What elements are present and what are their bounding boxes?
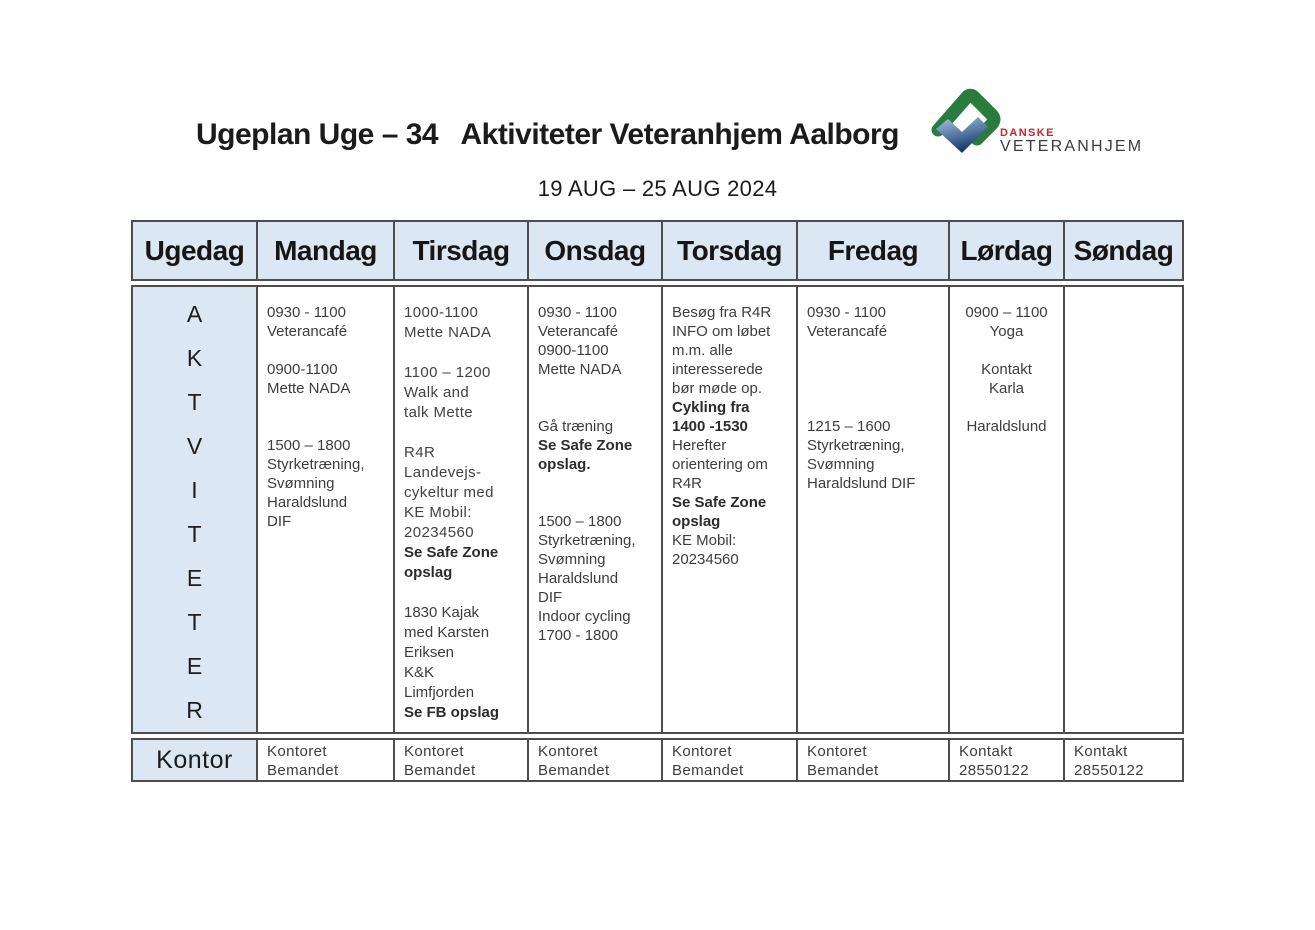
schedule-line: orientering om <box>672 456 768 473</box>
logo <box>928 86 1144 160</box>
kontor-cell-torsdag <box>661 738 796 782</box>
schedule-line: Kontoret <box>267 743 327 760</box>
blank-line <box>807 398 942 417</box>
logo-text-veteranhjem: VETERANHJEM <box>1000 138 1144 156</box>
logo-text <box>1000 128 1143 156</box>
schedule-line: 0900-1100 <box>538 342 609 359</box>
schedule-line: Svømning <box>807 456 875 473</box>
day-header-lordag: Lørdag <box>948 220 1063 281</box>
schedule-line: Mette NADA <box>267 380 351 397</box>
schedule-line: 1000-1100 <box>404 304 479 321</box>
schedule-line: 0900 – 1100 <box>965 304 1048 321</box>
schedule-line: Yoga <box>989 323 1024 340</box>
schedule-line: 1830 Kajak <box>404 604 480 621</box>
schedule-line: med Karsten <box>404 624 490 641</box>
day-header-ugedag: Ugedag <box>131 220 256 281</box>
schedule-line: Styrketræning, <box>267 456 365 473</box>
schedule-line: 1500 – 1800 <box>538 513 622 530</box>
schedule-line: Cykling fra <box>672 399 750 416</box>
schedule-line: Svømning <box>267 475 335 492</box>
logo-text-danske: DANSKE <box>1000 126 1055 139</box>
schedule-line: 0900-1100 <box>267 361 338 378</box>
schedule-line: 28550122 <box>1074 762 1144 779</box>
schedule-line: Besøg fra R4R <box>672 304 772 321</box>
schedule-line: Styrketræning, <box>807 437 905 454</box>
date-range: 19 AUG – 25 AUG 2024 <box>537 176 778 201</box>
activities-cell-onsdag <box>527 285 661 734</box>
schedule-line: Bemandet <box>538 762 610 779</box>
schedule-line: Kontoret <box>404 743 464 760</box>
schedule-line: Bemandet <box>267 762 339 779</box>
activities-row-label <box>131 285 256 734</box>
schedule-line: interesserede <box>672 361 763 378</box>
schedule-line: Kontakt <box>1074 743 1128 760</box>
schedule-line: DIF <box>267 513 292 530</box>
schedule-line: talk Mette <box>404 404 474 421</box>
activities-label-letter: R <box>186 697 203 723</box>
schedule-line: Herefter <box>672 437 727 454</box>
schedule-line: opslag. <box>538 456 591 473</box>
schedule-line: Haraldslund <box>538 570 619 587</box>
schedule-line: Haraldslund <box>267 494 348 511</box>
schedule-line: Gå træning <box>538 418 614 435</box>
blank-line <box>538 493 655 512</box>
schedule-line: Styrketræning, <box>538 532 636 549</box>
schedule-line: Indoor cycling <box>538 608 631 625</box>
schedule-line: 20234560 <box>672 551 739 568</box>
schedule-line: Se Safe Zone <box>404 544 499 561</box>
schedule-line: Haraldslund DIF <box>807 475 916 492</box>
blank-line <box>538 474 655 493</box>
blank-line <box>954 341 1059 360</box>
activities-cell-torsdag <box>661 285 796 734</box>
schedule-line: 20234560 <box>404 524 474 541</box>
schedule-line: DIF <box>538 589 563 606</box>
day-header-tirsdag: Tirsdag <box>393 220 527 281</box>
blank-line <box>267 398 387 417</box>
schedule-line: R4R <box>672 475 703 492</box>
activities-cell-fredag <box>796 285 948 734</box>
schedule-line: Svømning <box>538 551 606 568</box>
schedule-line: Mette NADA <box>404 324 492 341</box>
blank-line <box>267 417 387 436</box>
schedule-line: 1400 -1530 <box>672 418 748 435</box>
schedule-line: Kontakt <box>981 361 1032 378</box>
activities-cell-mandag <box>256 285 393 734</box>
schedule-line: opslag <box>672 513 721 530</box>
day-header-mandag: Mandag <box>256 220 393 281</box>
activities-label-letter: I <box>191 477 198 503</box>
day-header-sondag: Søndag <box>1063 220 1184 281</box>
kontor-cell-fredag <box>796 738 948 782</box>
blank-line <box>807 341 942 360</box>
page-title: Ugeplan Uge – 34 Aktiviteter Veteranhjem Aalborg <box>196 118 899 151</box>
schedule-line: 0930 - 1100 <box>807 304 886 321</box>
activities-label-letter: V <box>186 433 203 459</box>
schedule-line: 1500 – 1800 <box>267 437 351 454</box>
activities-label-letter: T <box>187 609 202 635</box>
schedule-line: opslag <box>404 564 453 581</box>
activities-label-letter: K <box>186 345 203 371</box>
kontor-row-label: Kontor <box>131 738 256 782</box>
schedule-line: Kontoret <box>807 743 867 760</box>
activities-cell-sondag <box>1063 285 1184 734</box>
activities-cell-lordag <box>948 285 1063 734</box>
schedule-line: Se Safe Zone <box>672 494 767 511</box>
blank-line <box>538 379 655 398</box>
schedule-line: Veterancafé <box>267 323 348 340</box>
schedule-line: Mette NADA <box>538 361 622 378</box>
schedule-line: Se FB opslag <box>404 704 500 721</box>
schedule-line: Veterancafé <box>807 323 888 340</box>
activities-label-letter: T <box>187 521 202 547</box>
schedule-line: Bemandet <box>672 762 744 779</box>
day-header-fredag: Fredag <box>796 220 948 281</box>
schedule-line: 0930 - 1100 <box>538 304 617 321</box>
schedule-table <box>131 220 1184 782</box>
schedule-line: K&K <box>404 664 435 681</box>
activities-label-letter: E <box>186 565 203 591</box>
schedule-line: INFO om løbet <box>672 323 771 340</box>
blank-line <box>538 398 655 417</box>
kontor-cell-tirsdag <box>393 738 527 782</box>
schedule-line: Kontoret <box>538 743 598 760</box>
blank-line <box>807 360 942 379</box>
kontor-cell-mandag <box>256 738 393 782</box>
kontor-cell-sondag <box>1063 738 1184 782</box>
schedule-line: 28550122 <box>959 762 1029 779</box>
kontor-cell-lordag <box>948 738 1063 782</box>
schedule-line: Landevejs- <box>404 464 482 481</box>
kontor-cell-onsdag <box>527 738 661 782</box>
activities-cell-tirsdag <box>393 285 527 734</box>
schedule-line: Kontoret <box>672 743 732 760</box>
schedule-line: Bemandet <box>807 762 879 779</box>
day-header-torsdag: Torsdag <box>661 220 796 281</box>
schedule-line: bør møde op. <box>672 380 763 397</box>
schedule-line: KE Mobil: <box>404 504 472 521</box>
schedule-line: Walk and <box>404 384 470 401</box>
blank-line <box>404 423 521 443</box>
schedule-line: cykeltur med <box>404 484 494 501</box>
schedule-line: m.m. alle <box>672 342 733 359</box>
schedule-line: KE Mobil: <box>672 532 737 549</box>
schedule-line: 1215 – 1600 <box>807 418 891 435</box>
schedule-line: Haraldslund <box>966 418 1047 435</box>
schedule-line: Se Safe Zone <box>538 437 633 454</box>
schedule-line: 1100 – 1200 <box>404 364 491 381</box>
schedule-line: Karla <box>988 380 1025 397</box>
blank-line <box>267 341 387 360</box>
logo-mark <box>928 86 1002 160</box>
schedule-line: Kontakt <box>959 743 1013 760</box>
activities-label-letter: E <box>186 653 203 679</box>
activities-label-letter: A <box>186 301 203 327</box>
activities-label-letter: T <box>187 389 202 415</box>
schedule-line: Limfjorden <box>404 684 475 701</box>
day-header-onsdag: Onsdag <box>527 220 661 281</box>
blank-line <box>404 343 521 363</box>
blank-line <box>807 379 942 398</box>
schedule-line: R4R <box>404 444 436 461</box>
schedule-line: Veterancafé <box>538 323 619 340</box>
blank-line <box>404 583 521 603</box>
blank-line <box>954 398 1059 417</box>
schedule-line: 0930 - 1100 <box>267 304 346 321</box>
schedule-line: Eriksen <box>404 644 455 661</box>
schedule-line: 1700 - 1800 <box>538 627 619 644</box>
schedule-line: Bemandet <box>404 762 476 779</box>
